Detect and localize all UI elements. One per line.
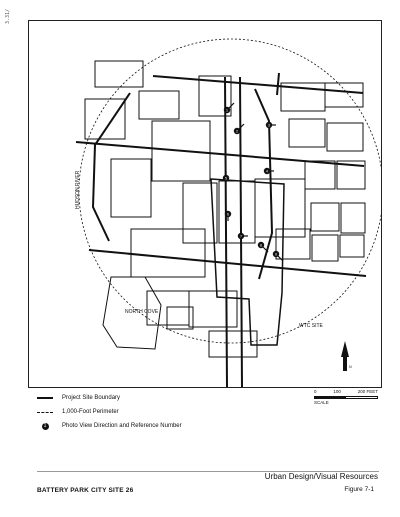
legend-boundary-icon <box>36 394 54 402</box>
footer-figure-title: Urban Design/Visual Resources <box>264 472 378 481</box>
legend-row-photo-view <box>36 420 256 432</box>
footer-left-title: BATTERY PARK CITY SITE 26 <box>37 487 134 494</box>
photo-point-number: 6 <box>227 212 229 217</box>
photo-point-number: 4 <box>266 169 268 174</box>
legend-row-project-boundary <box>36 392 256 404</box>
legend-photo-marker: 1 <box>42 423 49 430</box>
legend-perimeter-icon <box>36 408 54 416</box>
scale-right: 200 FEET <box>357 389 378 394</box>
photo-point-number: 3 <box>268 123 270 128</box>
hudson-river-label: HUDSON RIVER <box>75 170 81 209</box>
scale-bar-graphic <box>314 396 378 399</box>
photo-point-number: 5 <box>225 176 227 181</box>
legend-photo-view-label: Photo View Direction and Reference Number <box>62 423 182 429</box>
footer-figure-number: Figure 7-1 <box>344 486 374 493</box>
scale-word: SCALE <box>314 400 329 405</box>
scale-labels <box>314 389 378 394</box>
photo-point-number: 8 <box>260 243 262 248</box>
map-legend <box>36 392 256 434</box>
photo-point-number: 1 <box>226 108 228 113</box>
north-cove-label: NORTH COVE <box>125 309 159 315</box>
legend-row-perimeter <box>36 406 256 418</box>
urban-design-map <box>28 20 382 388</box>
wtc-site-label: WTC SITE <box>299 323 323 329</box>
scale-left: 0 <box>314 389 317 394</box>
scale-bar <box>314 389 378 407</box>
legend-perimeter-label: 1,000-Foot Perimeter <box>62 409 119 415</box>
map-svg <box>29 21 381 387</box>
legend-project-boundary-label: Project Site Boundary <box>62 395 121 401</box>
north-letter: N <box>349 365 352 369</box>
photo-point-number: 2 <box>236 129 238 134</box>
photo-point-number: 9 <box>275 252 277 257</box>
legend-photo-icon <box>36 422 54 430</box>
side-code: 3.31/ <box>5 8 11 24</box>
scale-middle: 100 <box>333 389 341 394</box>
photo-point-number: 7 <box>240 234 242 239</box>
